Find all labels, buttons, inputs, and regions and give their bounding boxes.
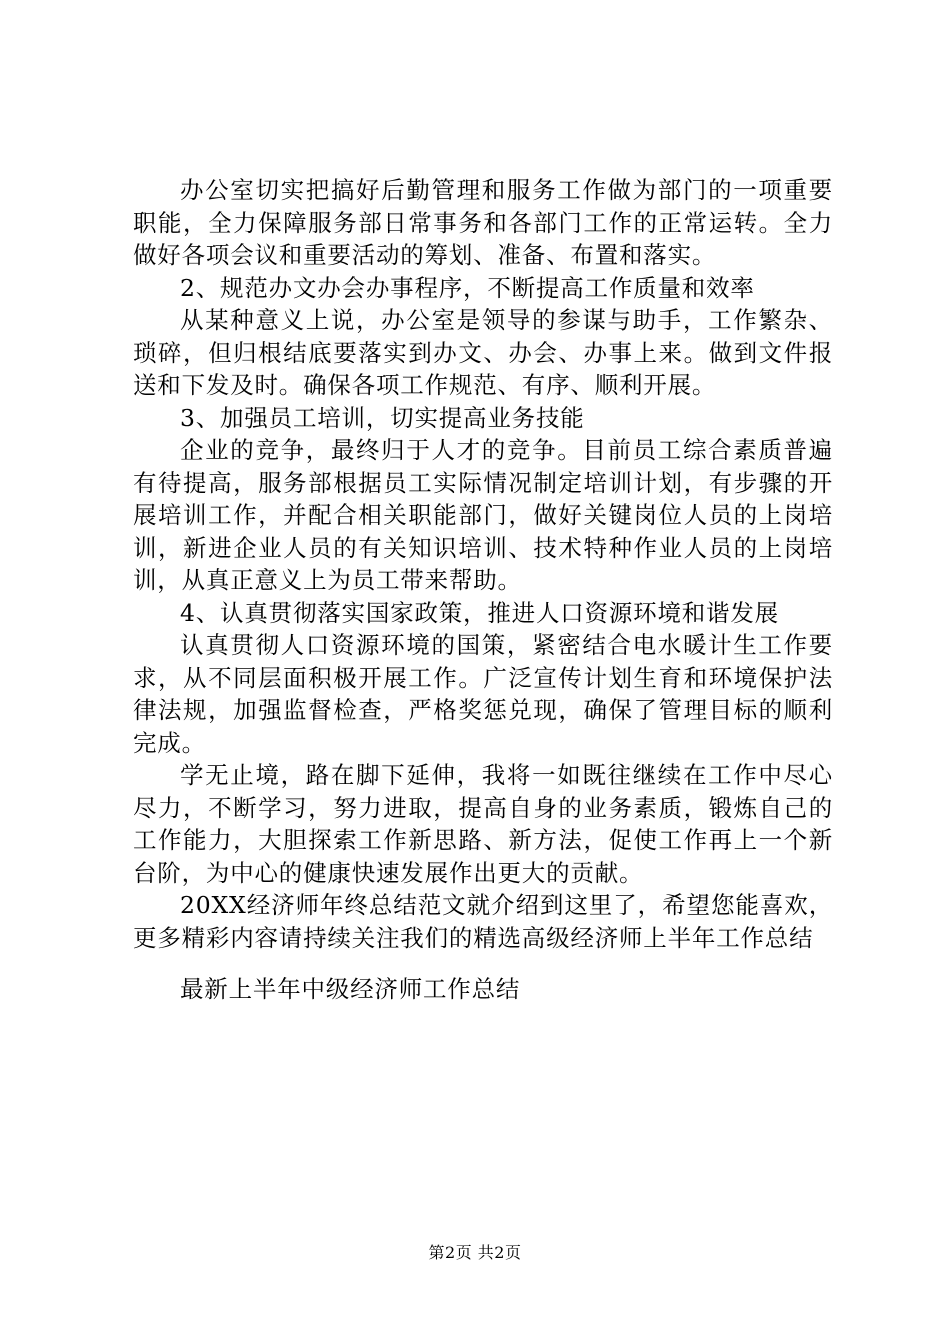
- document-body: [133, 174, 833, 1006]
- paragraph-article-outro: 20XX经济师年终总结范文就介绍到这里了，希望您能喜欢，更多精彩内容请持续关注我们的精选高级经济师上半年工作总结: [133, 891, 833, 952]
- heading-national-policy: 4、认真贯彻落实国家政策，推进人口资源环境和谐发展: [180, 598, 779, 627]
- related-article-title: 最新上半年中级经济师工作总结: [180, 975, 521, 1003]
- heading-standardize-procedures: 2、规范办文办会办事程序，不断提高工作质量和效率: [180, 273, 755, 302]
- page-number-footer: 第2页 共2页: [428, 1243, 522, 1262]
- paragraph-closing-commitment: 学无止境，路在脚下延伸，我将一如既往继续在工作中尽心尽力，不断学习，努力进取，提高自身的业务素质，锻炼自己的工作能力，大胆探索工作新思路、新方法，促使工作再上一个新台阶，为中心的健康快速发展作出更大的贡献。: [133, 761, 833, 887]
- heading-staff-training: 3、加强员工培训，切实提高业务技能: [180, 403, 585, 432]
- paragraph-office-role: 从某种意义上说，办公室是领导的参谋与助手，工作繁杂、琐碎，但归根结底要落实到办文、办会、办事上来。做到文件报送和下发及时。确保各项工作规范、有序、顺利开展。: [133, 306, 833, 399]
- paragraph-office-logistics: 办公室切实把搞好后勤管理和服务工作做为部门的一项重要职能，全力保障服务部日常事务和各部门工作的正常运转。全力做好各项会议和重要活动的筹划、准备、布置和落实。: [133, 176, 833, 269]
- paragraph-population-policy: 认真贯彻人口资源环境的国策，紧密结合电水暖计生工作要求，从不同层面积极开展工作。广泛宣传计划生育和环境保护法律法规，加强监督检查，严格奖惩兑现，确保了管理目标的顺利完成。: [133, 631, 833, 757]
- paragraph-talent-competition: 企业的竞争，最终归于人才的竞争。目前员工综合素质普遍有待提高，服务部根据员工实际情况制定培训计划，有步骤的开展培训工作，并配合相关职能部门，做好关键岗位人员的上岗培训，新进企业人员的有关知识培训、技术特种作业人员的上岗培训，从真正意义上为员工带来帮助。: [133, 436, 833, 594]
